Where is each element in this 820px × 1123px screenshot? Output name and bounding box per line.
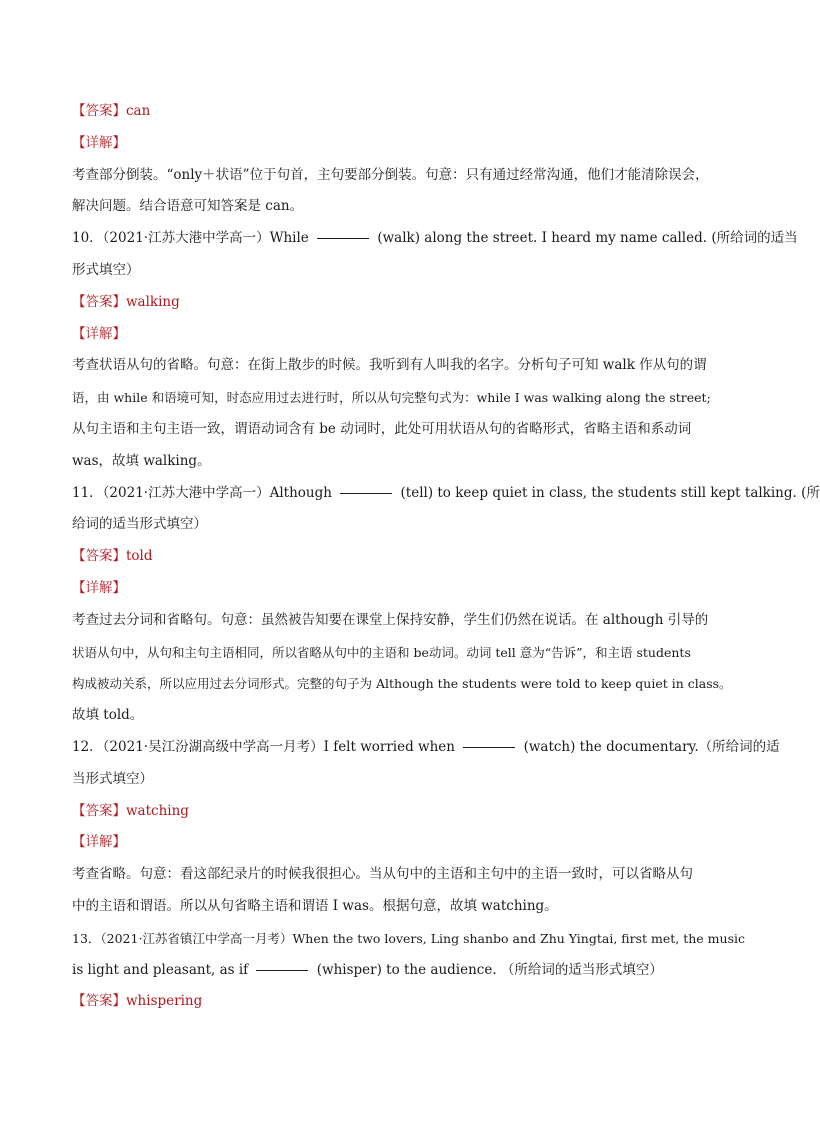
explain-line: 考查省略。句意：看这部纪录片的时候我很担心。当从句中的主语和主句中的主语一致时，可以省略从句 [72, 866, 693, 883]
explain-line: 考查部分倒装。“only＋状语”位于句首，主句要部分倒装。句意：只有通过经常沟通，他们才能清除误会， [72, 166, 709, 183]
question-13-cont [72, 955, 724, 987]
question-text: 12．（2021·吴江汾湖高级中学高一月考）I felt worried when [72, 738, 460, 755]
question-text: 10．（2021·江苏大港中学高一）While [72, 230, 314, 247]
answer-blank [463, 746, 515, 748]
question-12-cont: 当形式填空） [72, 770, 153, 787]
detail-label-line [72, 319, 724, 351]
explain-line: was，故填 walking。 [72, 452, 211, 469]
answer-label: 【答案】 [72, 293, 126, 310]
detail-label: 【详解】 [72, 579, 126, 596]
detail-label: 【详解】 [72, 834, 126, 851]
question-10-cont: 形式填空） [72, 261, 140, 278]
answer-line [72, 96, 724, 128]
question-text: (walk) along the street. I heard my name called. (所给词的适当 [373, 230, 798, 247]
detail-label-line [72, 827, 724, 859]
answer-blank [256, 969, 308, 971]
explain-line: 中的主语和谓语。所以从句省略主语和谓语 I was。根据句意，故填 watching。 [72, 897, 558, 914]
explain-line: 状语从句中，从句和主句主语相同，所以省略从句中的主语和 be动词。动词 tell 意为“告诉”，和主语 students [72, 644, 691, 660]
answer-label: 【答案】 [72, 802, 126, 819]
answer-text: walking [126, 293, 180, 310]
question-text: is light and pleasant, as if [72, 961, 253, 978]
answer-label: 【答案】 [72, 548, 126, 565]
answer-blank [317, 237, 369, 239]
answer-blank [340, 492, 392, 494]
answer-line [72, 287, 724, 319]
question-text: (whisper) to the audience. （所给词的适当形式填空） [312, 961, 663, 978]
explain-line: 构成被动关系，所以应用过去分词形式。完整的句子为 Although the students were told to keep quiet in class。 [72, 676, 732, 692]
explain-line: 解决问题。结合语意可知答案是 can。 [72, 198, 304, 215]
answer-line [72, 986, 724, 1018]
question-text: 11．（2021·江苏大港中学高一）Although [72, 484, 337, 501]
answer-label: 【答案】 [72, 993, 126, 1010]
detail-label-line [72, 128, 724, 160]
question-13: 13．（2021·江苏省镇江中学高一月考）When the two lovers, Ling shanbo and Zhu Yingtai, first met, the music [72, 930, 745, 946]
answer-label: 【答案】 [72, 103, 126, 119]
question-text: (watch) the documentary.（所给词的适 [519, 738, 780, 755]
explain-line: 考查过去分词和省略句。句意：虽然被告知要在课堂上保持安静，学生们仍然在说话。在 although 引导的 [72, 611, 709, 628]
question-11 [72, 478, 820, 510]
explain-line: 从句主语和主句主语一致，谓语动词含有 be 动词时，此处可用状语从句的省略形式，省略主语和系动词 [72, 420, 692, 437]
answer-line [72, 541, 724, 573]
answer-line [72, 796, 724, 828]
explain-line: 故填 told。 [72, 707, 144, 724]
question-10 [72, 223, 798, 255]
explain-line: 语，由 while 和语境可知，时态应用过去进行时，所以从句完整句式为：while I was walking along the street; [72, 390, 711, 406]
detail-label: 【详解】 [72, 325, 126, 342]
answer-text: told [126, 548, 153, 565]
explain-line: 考查状语从句的省略。句意：在街上散步的时候。我听到有人叫我的名字。分析句子可知 walk 作从句的谓 [72, 357, 707, 374]
answer-text: watching [126, 802, 189, 819]
answer-text: can [126, 103, 151, 119]
detail-label-line [72, 573, 724, 605]
detail-label: 【详解】 [72, 134, 126, 151]
answer-text: whispering [126, 993, 203, 1010]
document-content [72, 96, 820, 1018]
question-text: (tell) to keep quiet in class, the students still kept talking. (所 [396, 484, 820, 501]
question-12 [72, 732, 780, 764]
question-11-cont: 给词的适当形式填空） [72, 516, 207, 533]
